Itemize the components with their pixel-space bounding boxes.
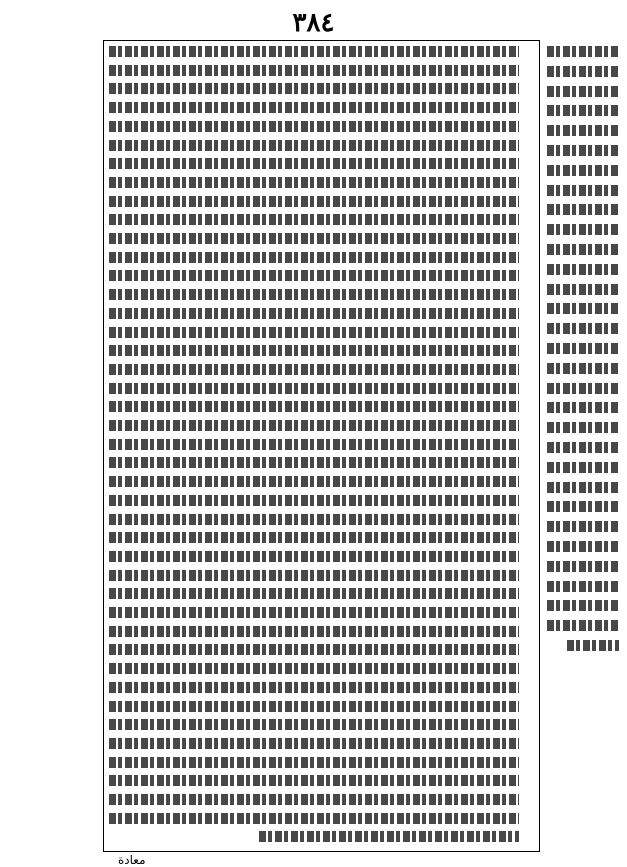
text-line xyxy=(547,620,619,631)
text-line xyxy=(109,158,519,169)
text-line xyxy=(109,364,519,375)
text-line xyxy=(547,402,619,413)
text-line xyxy=(547,204,619,215)
text-line xyxy=(547,46,619,57)
text-line xyxy=(547,105,619,116)
text-line xyxy=(547,323,619,334)
text-line xyxy=(109,308,519,319)
text-line xyxy=(547,442,619,453)
text-line xyxy=(547,541,619,552)
text-line xyxy=(547,303,619,314)
text-line xyxy=(259,831,519,842)
text-line xyxy=(109,570,519,581)
text-line xyxy=(547,125,619,136)
text-line xyxy=(109,701,519,712)
text-line xyxy=(547,422,619,433)
text-line xyxy=(547,383,619,394)
text-line xyxy=(547,264,619,275)
text-line xyxy=(109,345,519,356)
text-line xyxy=(109,177,519,188)
text-line xyxy=(547,165,619,176)
catchword: معادة xyxy=(118,853,146,867)
text-line xyxy=(109,289,519,300)
text-line xyxy=(109,514,519,525)
text-line xyxy=(547,244,619,255)
text-line xyxy=(109,476,519,487)
text-line xyxy=(109,252,519,263)
text-line xyxy=(547,600,619,611)
text-line xyxy=(109,719,519,730)
text-line xyxy=(109,65,519,76)
text-line xyxy=(547,501,619,512)
text-line xyxy=(109,457,519,468)
text-line xyxy=(567,640,619,651)
text-line xyxy=(109,383,519,394)
page-number: ٣٨٤ xyxy=(292,8,335,38)
text-line xyxy=(109,233,519,244)
text-line xyxy=(109,588,519,599)
margin-gloss-block xyxy=(545,42,619,659)
text-line xyxy=(109,626,519,637)
text-line xyxy=(109,644,519,655)
text-line xyxy=(547,581,619,592)
text-line xyxy=(547,224,619,235)
text-line xyxy=(109,439,519,450)
text-line xyxy=(547,145,619,156)
text-line xyxy=(109,607,519,618)
text-line xyxy=(547,363,619,374)
text-line xyxy=(109,551,519,562)
text-line xyxy=(109,196,519,207)
text-line xyxy=(109,214,519,225)
text-line xyxy=(109,270,519,281)
text-line xyxy=(109,663,519,674)
text-line xyxy=(547,343,619,354)
text-line xyxy=(109,682,519,693)
text-line xyxy=(109,401,519,412)
text-line xyxy=(109,83,519,94)
text-line xyxy=(547,284,619,295)
text-line xyxy=(547,185,619,196)
text-line xyxy=(109,495,519,506)
text-line xyxy=(109,140,519,151)
text-line xyxy=(109,420,519,431)
text-line xyxy=(109,46,519,57)
text-line xyxy=(109,121,519,132)
main-text-block xyxy=(105,42,519,848)
text-line xyxy=(547,462,619,473)
text-line xyxy=(109,738,519,749)
text-line xyxy=(109,813,519,824)
text-line xyxy=(109,102,519,113)
text-line xyxy=(547,86,619,97)
text-line xyxy=(109,757,519,768)
text-line xyxy=(547,521,619,532)
text-line xyxy=(109,327,519,338)
text-line xyxy=(547,66,619,77)
text-line xyxy=(109,532,519,543)
text-line xyxy=(547,482,619,493)
text-line xyxy=(109,775,519,786)
text-line xyxy=(109,794,519,805)
text-line xyxy=(547,561,619,572)
